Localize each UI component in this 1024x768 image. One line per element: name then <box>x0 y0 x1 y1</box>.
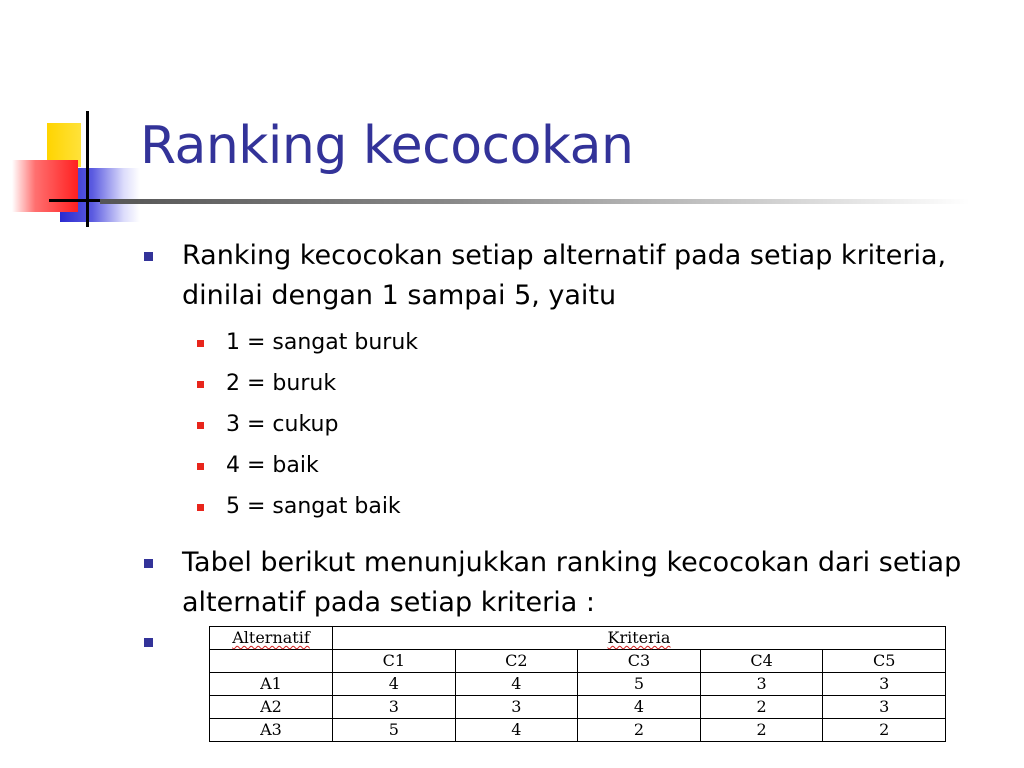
table-cell: A1 <box>210 673 333 696</box>
table-cell: 4 <box>455 673 578 696</box>
sub-bullet-item <box>140 322 1000 363</box>
slide-content <box>140 236 1000 629</box>
table-cell: 3 <box>333 696 456 719</box>
table-cell: 4 <box>578 696 701 719</box>
logo-red-square <box>12 160 78 212</box>
sub-bullet-item <box>140 445 1000 486</box>
table-cell <box>210 650 333 673</box>
sub-bullet-item <box>140 404 1000 445</box>
bullet-text: Ranking kecocokan setiap alternatif pada setiap kriteria, dinilai dengan 1 sampai 5, yaitu <box>182 240 947 311</box>
slide-title: Ranking kecocokan <box>140 116 634 176</box>
table-header-cell: Kriteria <box>333 627 946 650</box>
square-bullet-icon <box>197 422 204 429</box>
logo-vertical-line <box>86 111 89 227</box>
table-row <box>210 673 946 696</box>
bullet-text: Tabel berikut menunjukkan ranking kecocokan dari setiap alternatif pada setiap kriteria : <box>182 547 962 618</box>
square-bullet-icon <box>144 252 153 261</box>
table-cell: 2 <box>823 719 946 742</box>
table-header-cell: C4 <box>700 650 823 673</box>
table-cell: A2 <box>210 696 333 719</box>
table-cell: 2 <box>578 719 701 742</box>
table-criteria-row <box>210 650 946 673</box>
sub-bullet-text: 3 = cukup <box>226 412 339 437</box>
table-cell: 2 <box>700 719 823 742</box>
table-row <box>210 696 946 719</box>
table-header-cell: C5 <box>823 650 946 673</box>
decorative-logo <box>0 0 160 240</box>
table-header-cell: C3 <box>578 650 701 673</box>
table-header-cell: C2 <box>455 650 578 673</box>
sub-bullet-text: 5 = sangat baik <box>226 494 401 519</box>
square-bullet-icon <box>197 463 204 470</box>
table-row <box>210 719 946 742</box>
sub-bullet-item <box>140 486 1000 527</box>
table-header-cell: Alternatif <box>210 627 333 650</box>
table-cell: 2 <box>700 696 823 719</box>
sub-bullet-item <box>140 363 1000 404</box>
table-cell: 4 <box>333 673 456 696</box>
table-cell: 3 <box>823 696 946 719</box>
table-cell: 3 <box>700 673 823 696</box>
table-cell: 5 <box>333 719 456 742</box>
rating-scale-list <box>140 322 1000 527</box>
ranking-table <box>209 626 946 742</box>
square-bullet-icon <box>144 638 153 647</box>
sub-bullet-text: 4 = baik <box>226 453 319 478</box>
table-cell: A3 <box>210 719 333 742</box>
square-bullet-icon <box>197 504 204 511</box>
sub-bullet-text: 1 = sangat buruk <box>226 330 419 355</box>
square-bullet-icon <box>197 340 204 347</box>
square-bullet-icon <box>197 381 204 388</box>
table-cell: 5 <box>578 673 701 696</box>
table-cell: 3 <box>455 696 578 719</box>
table-cell: 4 <box>455 719 578 742</box>
bullet-item <box>140 543 962 623</box>
title-underline <box>100 199 970 204</box>
table-header-cell: C1 <box>333 650 456 673</box>
sub-bullet-text: 2 = buruk <box>226 371 337 396</box>
table-header-row <box>210 627 946 650</box>
bullet-item <box>140 236 962 316</box>
table-cell: 3 <box>823 673 946 696</box>
square-bullet-icon <box>144 559 153 568</box>
